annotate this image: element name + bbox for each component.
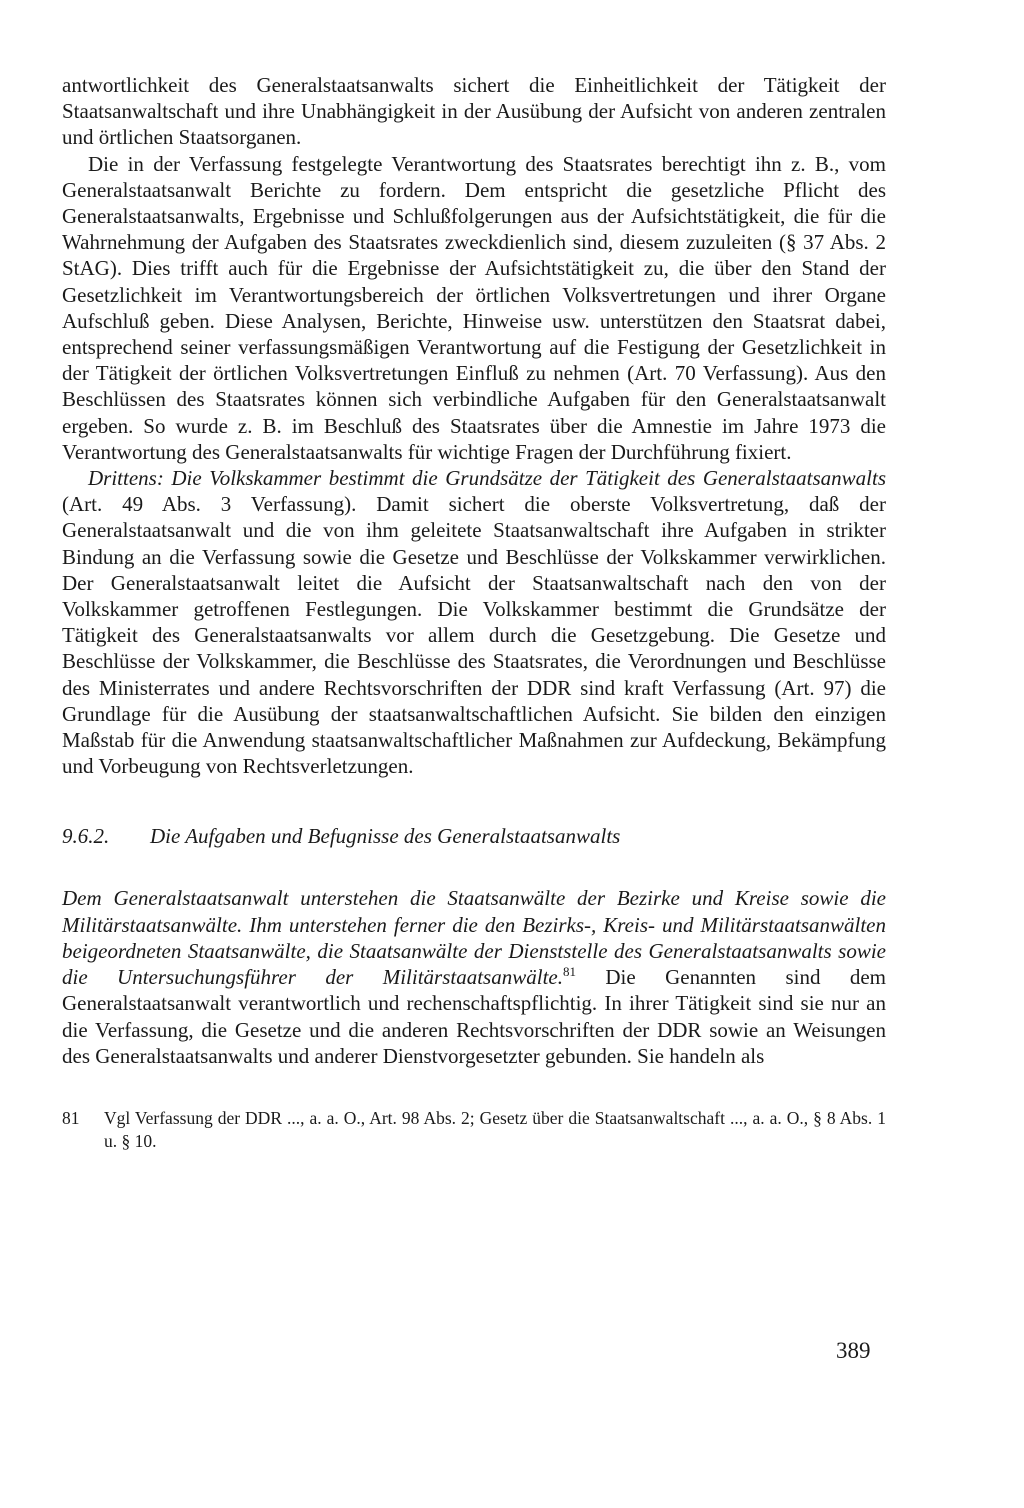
paragraph-3-text: (Art. 49 Abs. 3 Verfassung). Damit sichert die oberste Volksvertretung, daß der Generalstaatsanwalt und die von ihm geleitete Staatsanwaltschaft ihre Aufgaben in strikter Bindung an die Verfassung sowie die Gesetze und Beschlüsse der Volkskammer verwirklichen. Der Generalstaatsanwalt leitet die Aufsicht der Staatsanwaltschaft nach den von der Volkskammer getroffenen Festlegungen. Die Volkskammer bestimmt die Grundsätze der Tätigkeit des Generalstaatsanwalts vor allem durch die Gesetzgebung. Die Gesetze und Beschlüsse der Volkskammer, die Beschlüsse des Staatsrates, die Verordnungen und Beschlüsse des Ministerrates und andere Rechtsvorschriften der DDR sind kraft Verfassung (Art. 97) die Grundlage für die Ausübung der staatsanwaltschaftlichen Aufsicht. Sie bilden den einzigen Maßstab für die Anwendung staatsanwaltschaftlicher Maßnahmen zur Aufdeckung, Bekämpfung und Vorbeugung von Rechtsverletzungen.	[62, 492, 886, 779]
page-number: 389	[836, 1338, 871, 1363]
footnote-reference: 81	[562, 964, 576, 980]
document-page	[62, 72, 886, 1153]
paragraph-3-emphasis: Drittens: Die Volkskammer bestimmt die Grundsätze der Tätigkeit des Generalstaatsanwalts	[88, 466, 886, 491]
paragraph-2: Die in der Verfassung festgelegte Verantwortung des Staatsrates berechtigt ihn z. B., vom Generalstaatsanwalt Berichte zu fordern. Dem entspricht die gesetzliche Pflicht des Generalstaatsanwalts, Ergebnisse und Schlußfolgerungen aus der Aufsichtstätigkeit, die für die Wahrnehmung der Aufgaben des Staatsrates zweckdienlich sind, diesem zuzuleiten (§ 37 Abs. 2 StAG). Dies trifft auch für die Ergebnisse der Aufsichtstätigkeit zu, die über den Stand der Gesetzlichkeit im Verantwortungsbereich der örtlichen Volksvertretungen und ihrer Organe Aufschluß geben. Diese Analysen, Berichte, Hinweise usw. unterstützen den Staatsrat dabei, entsprechend seiner verfassungsmäßigen Verantwortung auf die Festigung der Gesetzlichkeit in der Tätigkeit der örtlichen Volksvertretungen Einfluß zu nehmen (Art. 70 Verfassung). Aus den Beschlüssen des Staatsrates können sich verbindliche Aufgaben für den Generalstaatsanwalt ergeben. So wurde z. B. im Beschluß des Staatsrates über die Amnestie im Jahre 1973 die Verantwortung des Generalstaatsanwalts für wichtige Fragen der Durchführung fixiert.	[62, 151, 886, 464]
footnote-number: 81	[62, 1107, 80, 1128]
footnote	[62, 1107, 886, 1153]
footnote-text: Vgl Verfassung der DDR ..., a. a. O., Art. 98 Abs. 2; Gesetz über die Staatsanwaltschaft ..., a. a. O., § 8 Abs. 1 u. § 10.	[104, 1107, 886, 1151]
section-title: Die Aufgaben und Befugnisse des Generalstaatsanwalts	[150, 824, 621, 849]
paragraph-4	[62, 885, 886, 1068]
section-number: 9.6.2.	[62, 824, 110, 849]
paragraph-4-text: Die Genannten sind dem Generalstaatsanwalt verantwortlich und rechenschaftspflichtig. In ihrer Tätigkeit sind sie nur an die Verfassung, die Gesetze und die anderen Rechtsvorschriften der DDR sowie an Weisungen des Generalstaatsanwalts und anderer Dienstvorgesetzter gebunden. Sie handeln als	[62, 965, 887, 1068]
paragraph-1: antwortlichkeit des Generalstaatsanwalts sichert die Einheitlichkeit der Tätigkeit der Staatsanwaltschaft und ihre Unabhängigkeit in der Ausübung der Aufsicht von anderen zentralen und örtlichen Staatsorganen.	[62, 73, 886, 150]
paragraph-3	[62, 465, 886, 779]
paragraph-4-emphasis: Dem Generalstaatsanwalt unterstehen die Staatsanwälte der Bezirke und Kreise sowie die Militärstaatsanwälte. Ihm unterstehen ferner die den Bezirks-, Kreis- und Militärstaatsanwälten beigeordneten Staatsanwälte, die Staatsanwälte der Dienststelle des Generalstaatsanwalts sowie die Untersuchungsführer der Militärstaatsanwälte.	[62, 886, 886, 990]
section-heading	[62, 823, 886, 849]
